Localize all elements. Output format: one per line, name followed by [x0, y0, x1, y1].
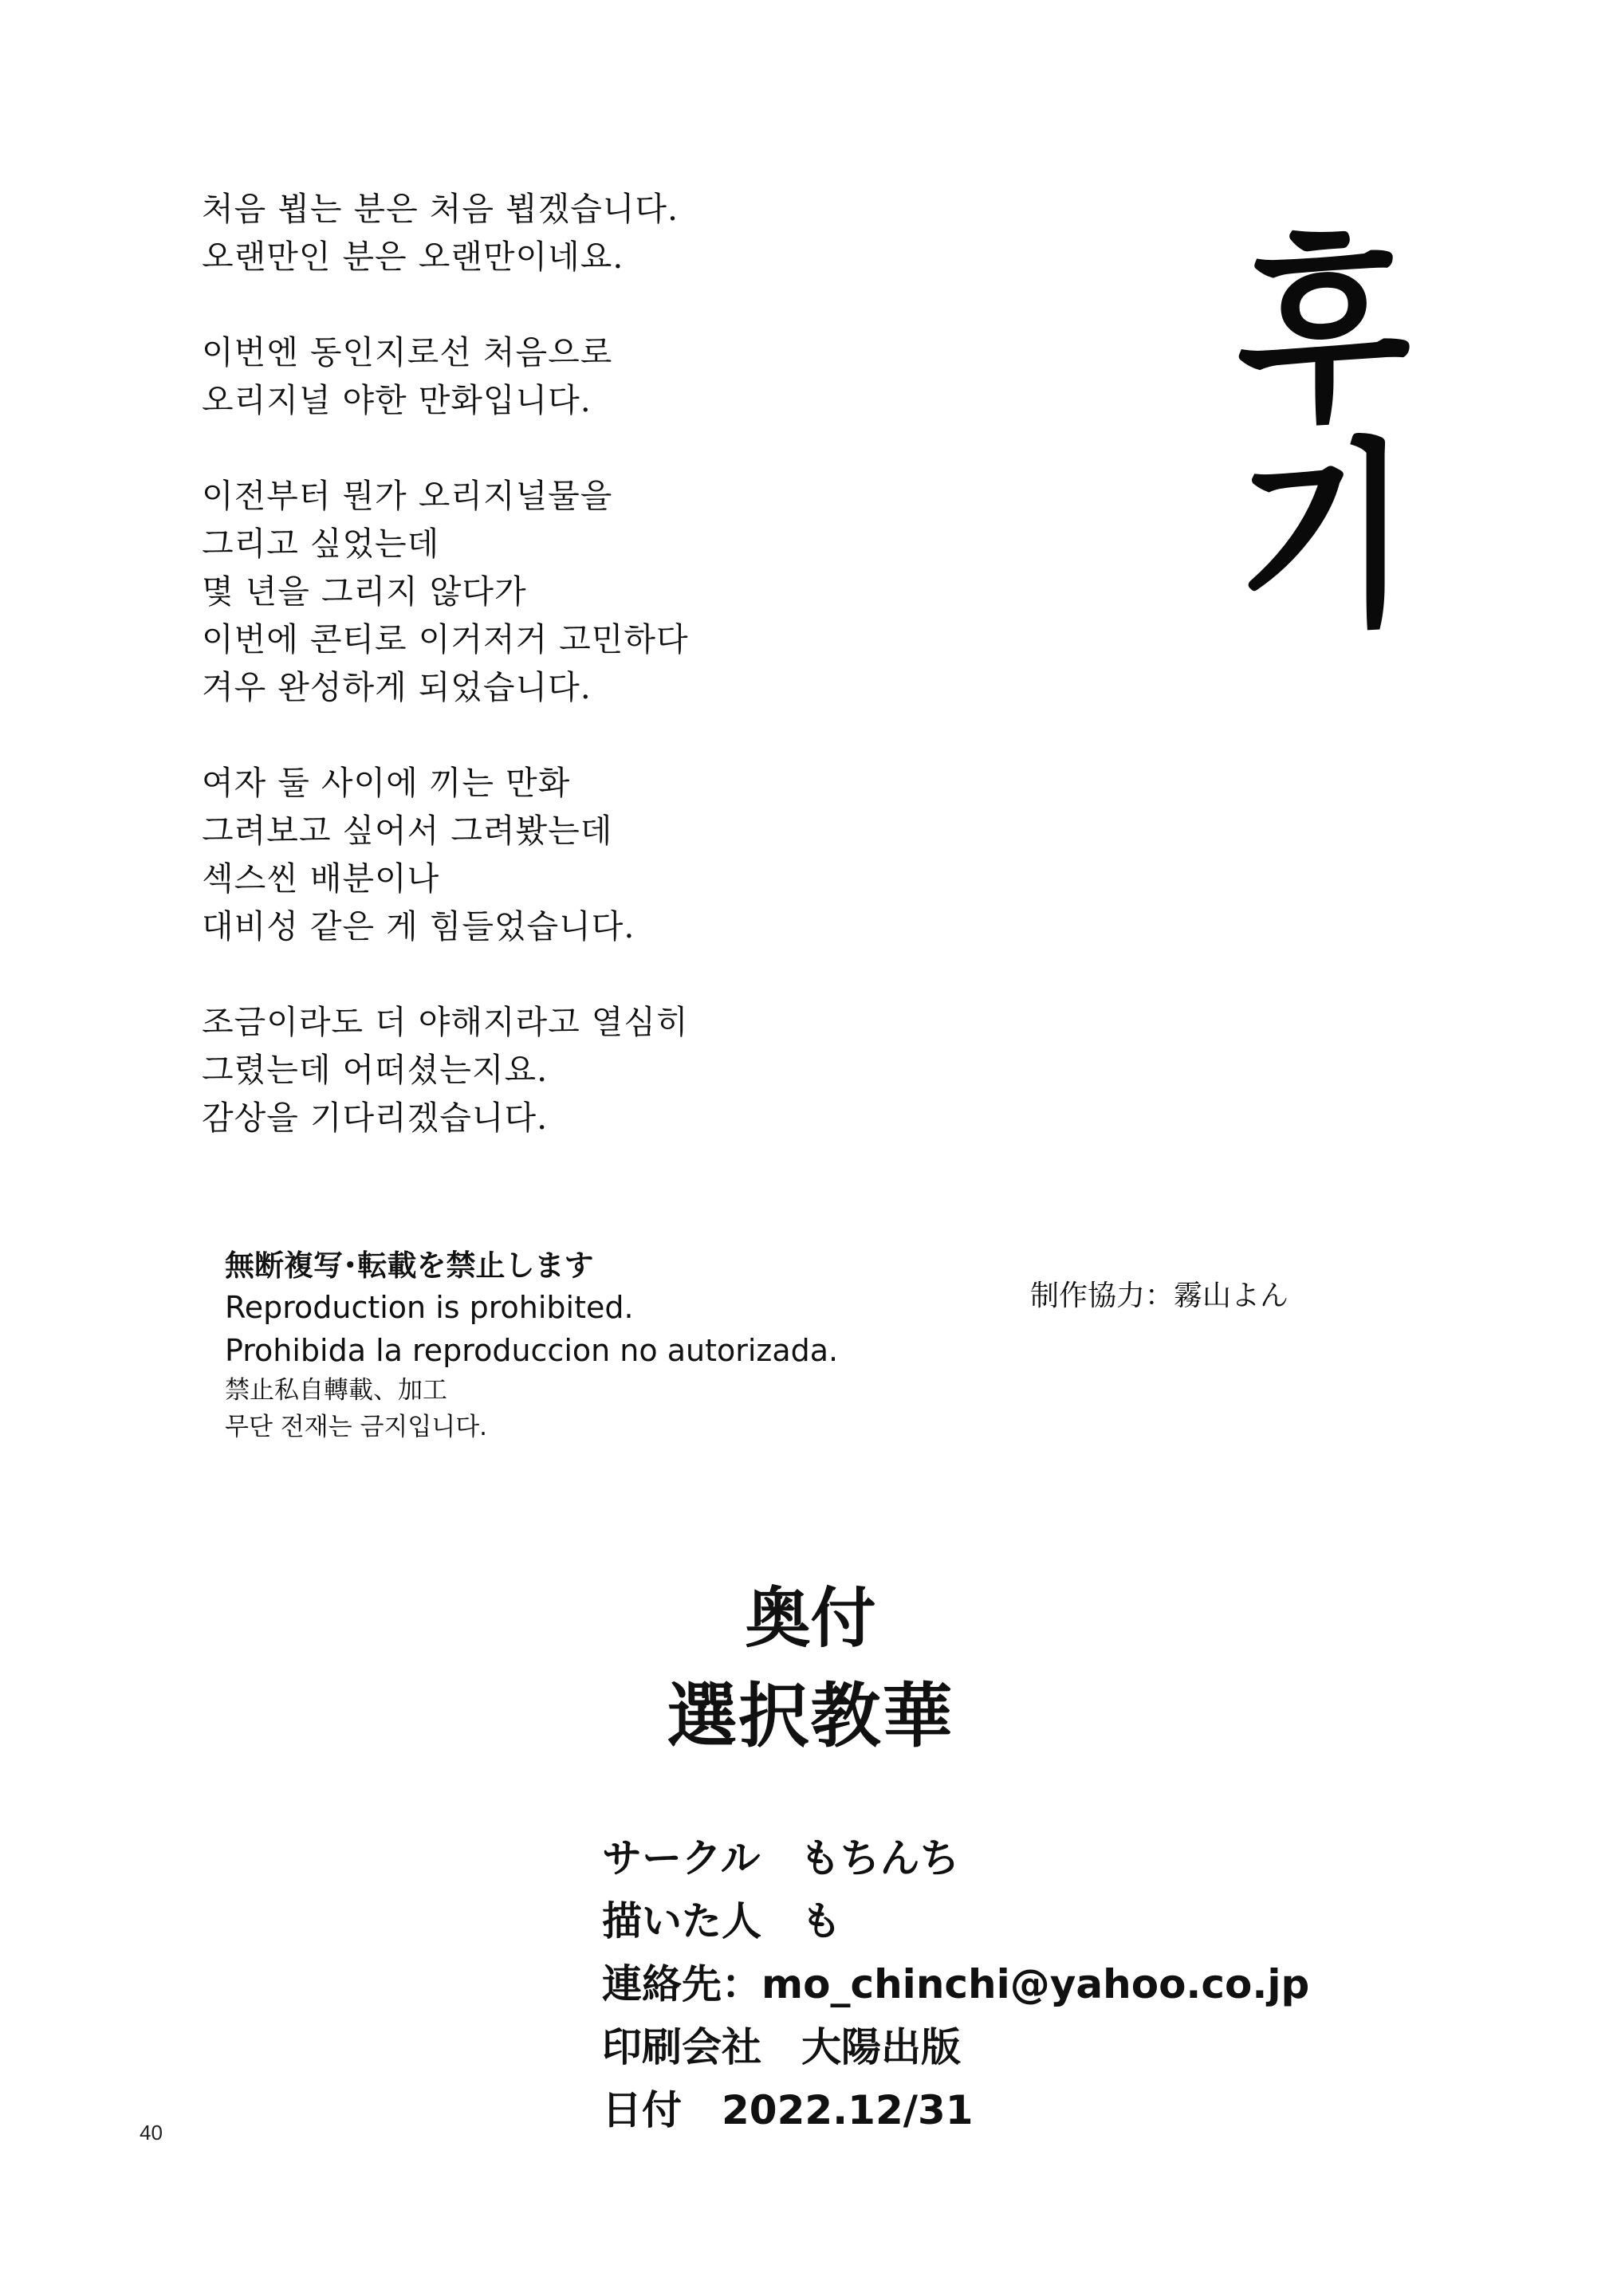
afterword-line: 감상을 기다리겠습니다. — [202, 1099, 549, 1137]
afterword-line: 그렸는데 어떠셨는지요. — [202, 1051, 549, 1089]
colophon-details — [602, 1827, 1309, 2142]
copyright-notice — [225, 1246, 942, 1445]
afterword-line: 이번엔 동인지로선 처음으로 — [202, 333, 613, 372]
afterword-line: 섹스씬 배분이나 — [202, 859, 440, 898]
afterword-line: 이전부터 뭔가 오리지널물을 — [202, 477, 613, 515]
circle-label: サークル — [602, 1835, 761, 1881]
colophon-row-printer — [602, 2016, 1309, 2079]
colophon-heading: 奥付 — [745, 1580, 876, 1657]
colophon-row-contact — [602, 1953, 1309, 2016]
afterword-line: 조금이라도 더 야해지라고 열심히 — [202, 1003, 689, 1041]
page-number: 40 — [140, 2121, 163, 2145]
contact-email: mo_chinchi@yahoo.co.jp — [761, 1961, 1310, 2007]
afterword-paragraph — [202, 472, 1079, 711]
date-value: 2022.12/31 — [722, 2087, 974, 2133]
circle-value: もちんち — [800, 1835, 960, 1881]
afterword-paragraph — [202, 759, 1079, 950]
afterword-paragraph — [202, 185, 1079, 281]
afterword-text — [202, 185, 1079, 1142]
notice-korean: 무단 전재는 금지입니다. — [225, 1413, 488, 1441]
afterword-line: 몇 년을 그리지 않다가 — [202, 572, 527, 611]
artist-value: も — [801, 1898, 841, 1944]
colophon-row-artist — [602, 1890, 1309, 1953]
afterword-line: 처음 뵙는 분은 처음 뵙겠습니다. — [202, 190, 679, 228]
afterword-title — [1228, 208, 1411, 661]
contact-label: 連絡先： — [602, 1961, 761, 2007]
colophon-row-circle — [602, 1827, 1309, 1890]
colophon-header — [0, 1575, 1621, 1767]
notice-spanish: Prohibida la reproduccion no autorizada. — [225, 1333, 839, 1368]
afterword-line: 여자 둘 사이에 끼는 만화 — [202, 764, 571, 802]
afterword-title-char: 기 — [1237, 415, 1411, 661]
afterword-line: 이번에 콘티로 이거저거 고민하다 — [202, 620, 689, 659]
production-cooperation: 制作協力：霧山よん — [1030, 1280, 1289, 1312]
afterword-paragraph — [202, 998, 1079, 1142]
afterword-line: 그려보고 싶어서 그려봤는데 — [202, 812, 613, 850]
printer-value: 大陽出版 — [801, 2024, 961, 2070]
date-label: 日付 — [602, 2087, 682, 2133]
notice-chinese: 禁止私自轉載、加工 — [225, 1376, 447, 1405]
afterword-line: 그리고 싶었는데 — [202, 525, 440, 563]
book-title: 選択教華 — [667, 1674, 954, 1757]
artist-label: 描いた人 — [602, 1898, 761, 1944]
notice-japanese: 無断複写･転載を禁止します — [225, 1248, 594, 1283]
printer-label: 印刷会社 — [602, 2024, 761, 2070]
notice-english: Reproduction is prohibited. — [225, 1290, 634, 1325]
afterword-line: 오랜만인 분은 오랜만이네요. — [202, 238, 624, 276]
afterword-title-char: 후 — [1237, 208, 1411, 454]
colophon-row-date — [602, 2079, 1309, 2142]
afterword-paragraph — [202, 328, 1079, 424]
afterword-line: 오리지널 야한 만화입니다. — [202, 381, 592, 419]
afterword-line: 겨우 완성하게 되었습니다. — [202, 668, 592, 706]
afterword-line: 대비성 같은 게 힘들었습니다. — [202, 907, 635, 946]
